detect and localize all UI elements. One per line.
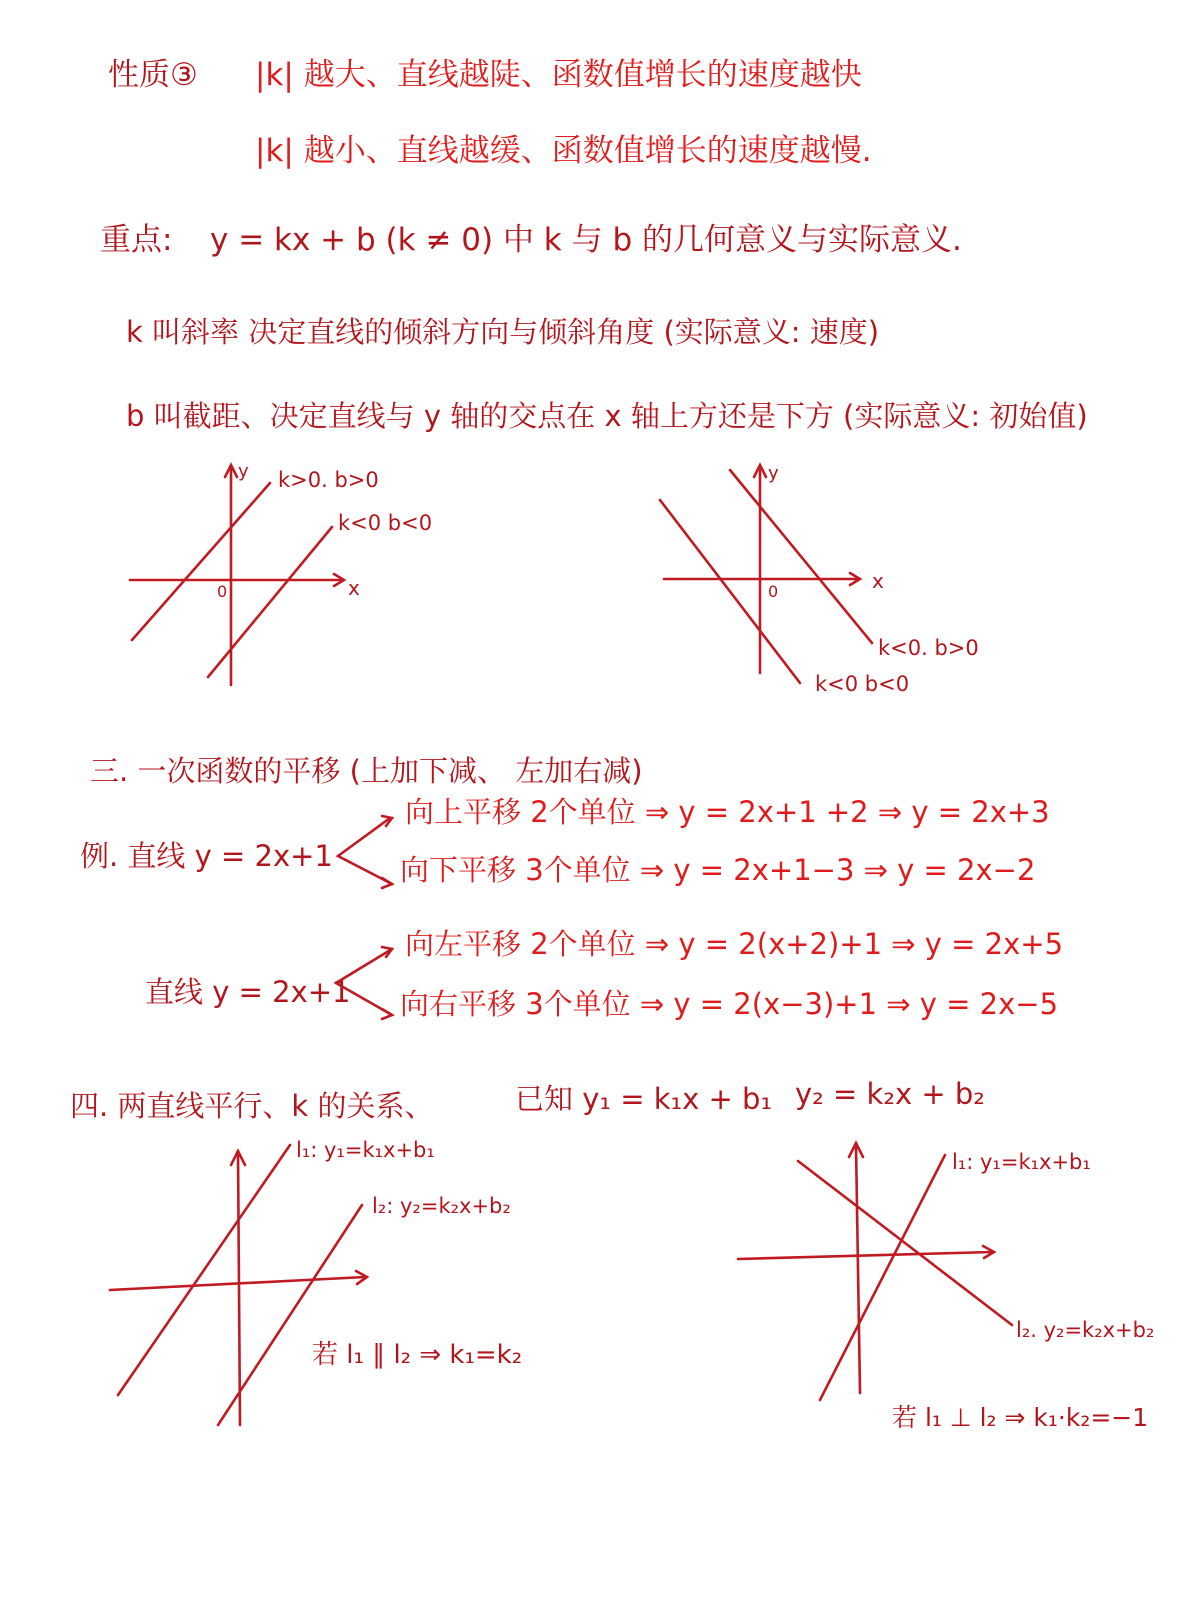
parallel-condition: 若 l₁ ∥ l₂ ⇒ k₁=k₂	[312, 1340, 523, 1370]
known-y1: 已知 y₁ = k₁x + b₁	[515, 1082, 773, 1116]
x-axis	[110, 1277, 365, 1290]
y-axis-label: y	[238, 461, 249, 482]
shift-left-row: 向左平移 2个单位 ⇒ y = 2(x+2)+1 ⇒ y = 2x+5	[405, 927, 1064, 961]
section-3-title: 三. 一次函数的平移 (上加下减、 左加右减)	[90, 754, 643, 788]
shift-right-row: 向右平移 3个单位 ⇒ y = 2(x−3)+1 ⇒ y = 2x−5	[400, 987, 1059, 1021]
property-3-line-2: |k| 越小、直线越缓、函数值增长的速度越慢.	[255, 133, 872, 169]
line-second	[208, 527, 332, 677]
line-label-2: 直线 y = 2x+1	[145, 975, 351, 1009]
origin-label: 0	[768, 582, 779, 601]
y-axis-label: y	[768, 463, 779, 484]
line-l1	[118, 1145, 290, 1395]
l1-equation: l₁: y₁=k₁x+b₁	[296, 1138, 435, 1162]
x-axis	[738, 1252, 992, 1259]
l2-equation: l₂. y₂=k₂x+b₂	[1016, 1318, 1155, 1342]
k-definition: k 叫斜率 决定直线的倾斜方向与倾斜角度 (实际意义: 速度)	[126, 315, 880, 349]
graph2-label-b: k<0 b<0	[815, 672, 910, 696]
x-axis-label: x	[872, 569, 884, 593]
graph-perpendicular	[730, 1135, 1170, 1435]
known-y2: y₂ = k₂x + b₂	[795, 1077, 985, 1111]
shift-down-row: 向下平移 3个单位 ⇒ y = 2x+1−3 ⇒ y = 2x−2	[400, 853, 1036, 887]
graph-negative-slope	[650, 455, 1010, 705]
l1-equation: l₁: y₁=k₁x+b₁	[952, 1150, 1091, 1174]
origin-label: 0	[217, 582, 228, 601]
b-definition: b 叫截距、决定直线与 y 轴的交点在 x 轴上方还是下方 (实际意义: 初始值)	[126, 399, 1088, 433]
section-4-title: 四. 两直线平行、k 的关系、	[70, 1089, 434, 1123]
line-k-neg-b-neg	[660, 500, 800, 683]
property-3-line-1: |k| 越大、直线越陡、函数值增长的速度越快	[255, 57, 862, 93]
l2-equation: l₂: y₂=k₂x+b₂	[372, 1194, 511, 1218]
brace-2	[330, 945, 410, 1025]
graph2-label-a: k<0. b>0	[878, 636, 979, 660]
graph1-label-b: k<0 b<0	[338, 511, 433, 535]
x-axis-label: x	[348, 576, 360, 600]
line-k-neg-b-pos	[730, 470, 872, 643]
y-axis	[856, 1145, 860, 1393]
line-k-pos-b-pos	[132, 483, 270, 640]
graph-parallel	[100, 1135, 560, 1435]
graph-positive-slope	[120, 455, 440, 700]
example-line-label: 例. 直线 y = 2x+1	[80, 839, 333, 873]
brace-1	[330, 812, 410, 892]
key-point-label: 重点:	[100, 222, 173, 258]
graph1-label-a: k>0. b>0	[278, 468, 379, 492]
line-l2	[798, 1161, 1012, 1325]
key-point-text: y = kx + b (k ≠ 0) 中 k 与 b 的几何意义与实际意义.	[210, 222, 962, 258]
property-3-label: 性质③	[108, 57, 198, 93]
perpendicular-condition: 若 l₁ ⊥ l₂ ⇒ k₁·k₂=−1	[892, 1403, 1149, 1432]
shift-up-row: 向上平移 2个单位 ⇒ y = 2x+1 +2 ⇒ y = 2x+3	[405, 795, 1050, 829]
y-axis	[238, 1153, 240, 1425]
